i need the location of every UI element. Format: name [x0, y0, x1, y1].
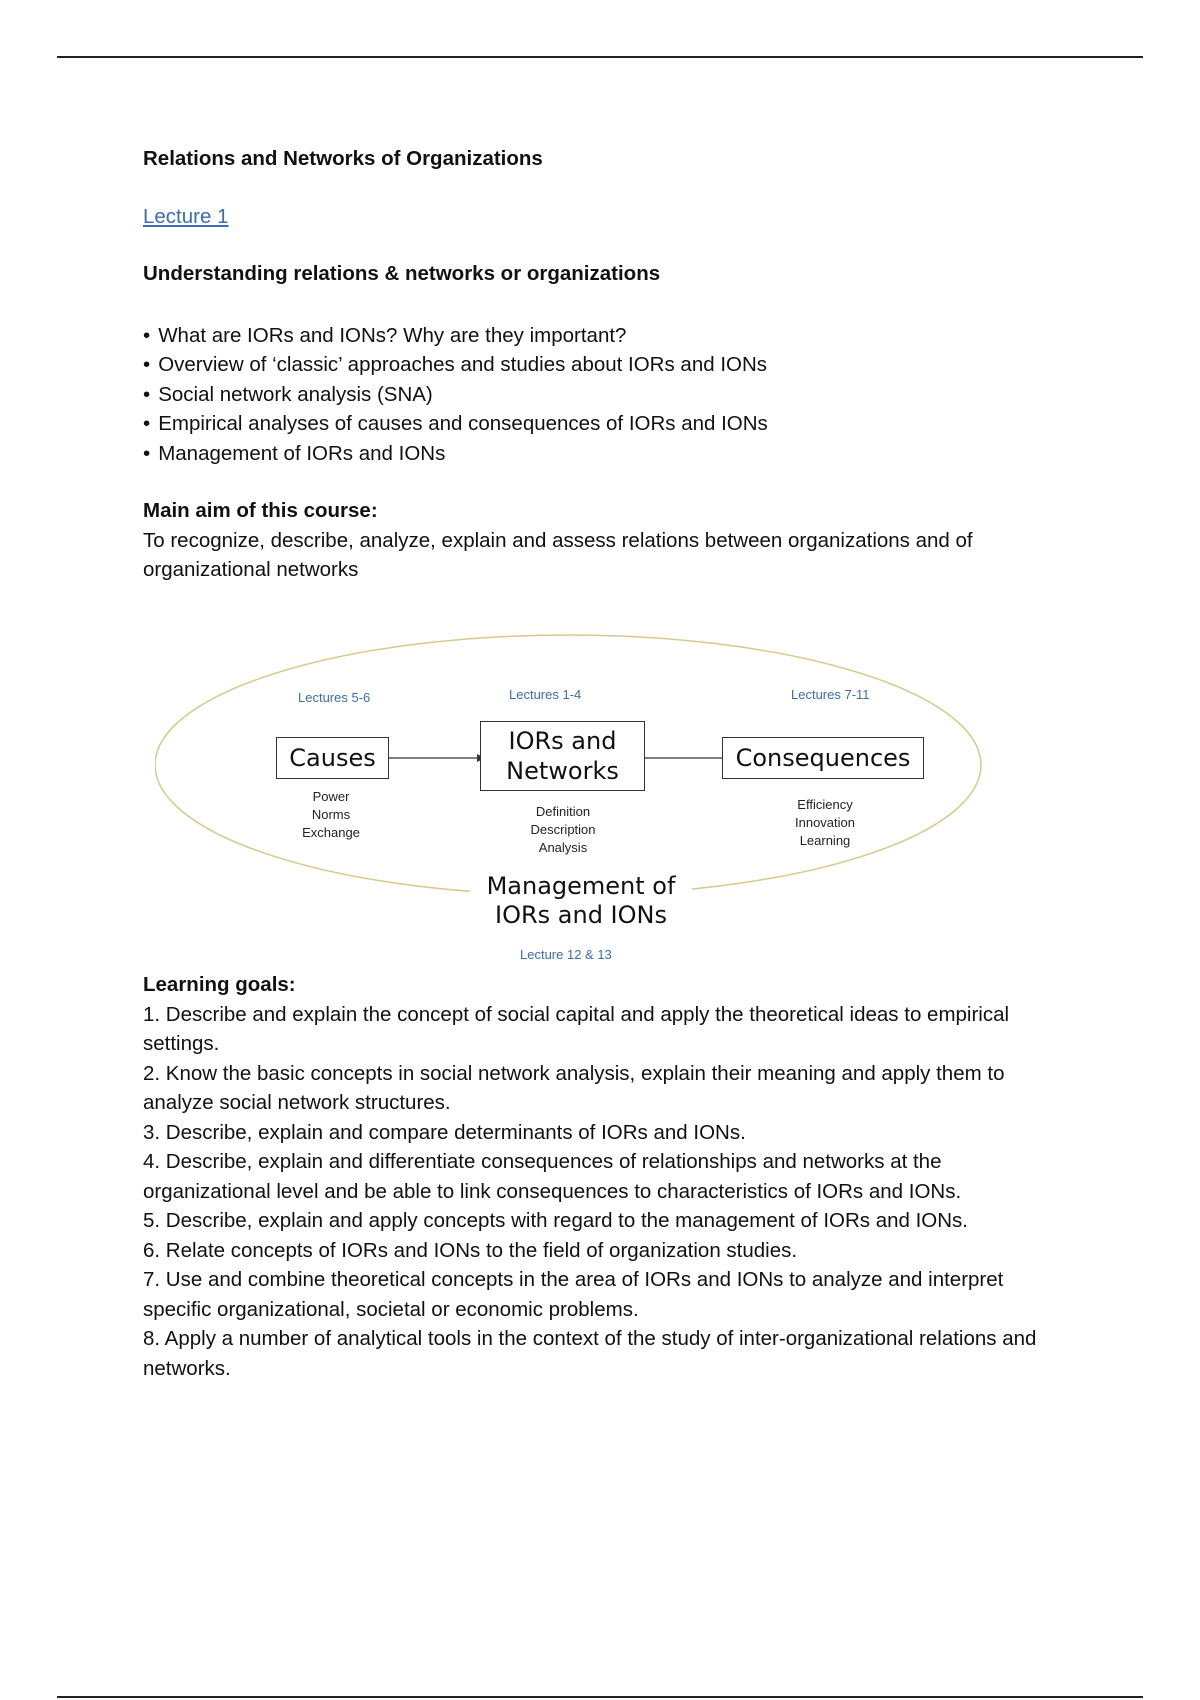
section-heading: Understanding relations & networks or organizations: [143, 262, 661, 285]
learning-goals: [143, 970, 1063, 1383]
list-item: 8. Apply a number of analytical tools in the context of the study of inter-organizational relations and networks.: [143, 1327, 1037, 1380]
list-item: • Overview of ‘classic’ approaches and studies about IORs and IONs: [143, 350, 1063, 380]
learning-goals-heading: Learning goals:: [143, 973, 296, 996]
management-label: [470, 872, 692, 930]
causes-item: Norms: [311, 807, 351, 822]
header-rule: [57, 56, 1143, 58]
iors-item: Definition: [535, 804, 591, 819]
list-item: 4. Describe, explain and differentiate consequences of relationships and networks at the organizational level and be able to link consequences to characteristics of IORs and IONs.: [143, 1150, 962, 1203]
iors-items: [513, 803, 613, 857]
consequences-item: Innovation: [795, 815, 855, 830]
consequences-box: Consequences: [722, 737, 924, 779]
list-item: 7. Use and combine theoretical concepts in the area of IORs and IONs to analyze and interpret specific organizational, societal or economic problems.: [143, 1268, 1004, 1321]
lectures-7-11-label: Lectures 7-11: [791, 687, 870, 702]
consequences-item: Learning: [799, 833, 851, 848]
list-item: 2. Know the basic concepts in social network analysis, explain their meaning and apply them to analyze social network structures.: [143, 1061, 1005, 1114]
management-line-1: Management of: [486, 872, 676, 900]
lectures-5-6-label: Lectures 5-6: [298, 690, 371, 705]
list-item: 6. Relate concepts of IORs and IONs to the field of organization studies.: [143, 1238, 798, 1262]
iors-item: Description: [530, 822, 596, 837]
iors-box-line-1: IORs and: [508, 727, 617, 755]
iors-networks-box: [480, 721, 645, 791]
list-item: 1. Describe and explain the concept of social capital and apply the theoretical ideas to empirical settings.: [143, 1002, 1010, 1055]
causes-item: Exchange: [302, 825, 360, 840]
causes-item: Power: [312, 789, 350, 804]
management-line-2: IORs and IONs: [495, 901, 667, 929]
learning-goals-list: [143, 1000, 1063, 1384]
course-diagram: [155, 630, 1005, 970]
lectures-1-4-label: Lectures 1-4: [509, 687, 582, 702]
iors-box-line-2: Networks: [506, 757, 619, 785]
list-item: • Empirical analyses of causes and consequences of IORs and IONs: [143, 409, 1063, 439]
topic-list: [143, 321, 1063, 469]
footer-rule: [57, 1696, 1143, 1698]
aim-text: To recognize, describe, analyze, explain and assess relations between organizations and of organizational networks: [143, 528, 973, 581]
list-item: • What are IORs and IONs? Why are they important?: [143, 321, 1063, 351]
list-item: 3. Describe, explain and compare determinants of IORs and IONs.: [143, 1120, 746, 1144]
consequences-items: [775, 796, 875, 850]
causes-items: [291, 788, 371, 842]
list-item: • Social network analysis (SNA): [143, 380, 1063, 410]
consequences-item: Efficiency: [797, 797, 853, 812]
causes-box: Causes: [276, 737, 389, 779]
list-item: 5. Describe, explain and apply concepts with regard to the management of IORs and IONs.: [143, 1209, 968, 1232]
document-title: Relations and Networks of Organizations: [143, 147, 543, 170]
lecture-1-link[interactable]: Lecture 1: [143, 204, 229, 228]
aim-heading: Main aim of this course:: [143, 499, 378, 522]
lecture-12-13-label: Lecture 12 & 13: [520, 947, 612, 962]
list-item: • Management of IORs and IONs: [143, 439, 1063, 469]
iors-item: Analysis: [538, 840, 588, 855]
document-body: [143, 144, 1063, 585]
